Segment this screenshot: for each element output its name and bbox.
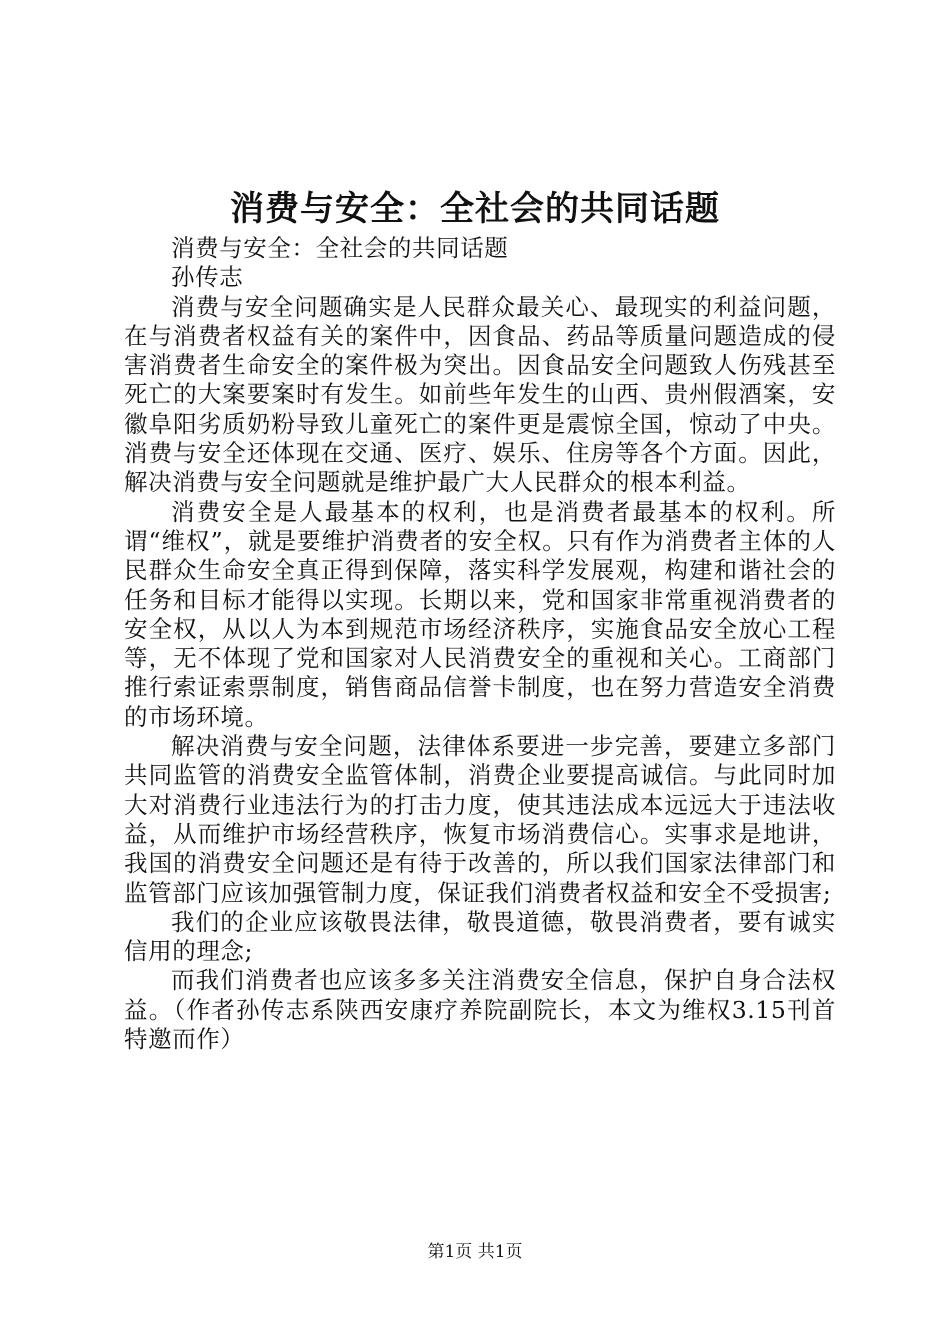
paragraph: 消费安全是人最基本的权利，也是消费者最基本的权利。所谓“维权”，就是要维护消费者的安全权。只有作为消费者主体的人民群众生命安全真正得到保障，落实科学发展观，构建和谐社会的任务和目标才能得以实现。长期以来，党和国家非常重视消费者的安全权，从以人为本到规范市场经济秩序，实施食品安全放心工程等，无不体现了党和国家对人民消费安全的重视和关心。工商部门推行索证索票制度，销售商品信誉卡制度，也在努力营造安全消费的市场环境。 (124, 497, 836, 731)
document-title: 消费与安全：全社会的共同话题 (230, 189, 720, 229)
document-body (124, 234, 836, 1054)
page-footer: 第1页 共1页 (427, 1242, 523, 1262)
author-line: 孙传志 (171, 263, 244, 292)
paragraph: 消费与安全问题确实是人民群众最关心、最现实的利益问题，在与消费者权益有关的案件中，因食品、药品等质量问题造成的侵害消费者生命安全的案件极为突出。因食品安全问题致人伤残甚至死亡的大案要案时有发生。如前些年发生的山西、贵州假酒案，安徽阜阳劣质奶粉导致儿童死亡的案件更是震惊全国，惊动了中央。消费与安全还体现在交通、医疗、娱乐、住房等各个方面。因此，解决消费与安全问题就是维护最广大人民群众的根本利益。 (124, 292, 836, 497)
paragraph: 解决消费与安全问题，法律体系要进一步完善，要建立多部门共同监管的消费安全监管体制，消费企业要提高诚信。与此同时加大对消费行业违法行为的打击力度，使其违法成本远远大于违法收益，从而维护市场经营秩序，恢复市场消费信心。实事求是地讲，我国的消费安全问题还是有待于改善的，所以我们国家法律部门和监管部门应该加强管制力度，保证我们消费者权益和安全不受损害; (124, 732, 836, 907)
paragraph: 我们的企业应该敬畏法律，敬畏道德，敬畏消费者，要有诚实信用的理念; (124, 907, 836, 966)
subtitle-line: 消费与安全：全社会的共同话题 (171, 234, 509, 262)
paragraph: 而我们消费者也应该多多关注消费安全信息，保护自身合法权益。（作者孙传志系陕西安康疗养院副院长，本文为维权3.15刊首特邀而作） (124, 966, 836, 1054)
